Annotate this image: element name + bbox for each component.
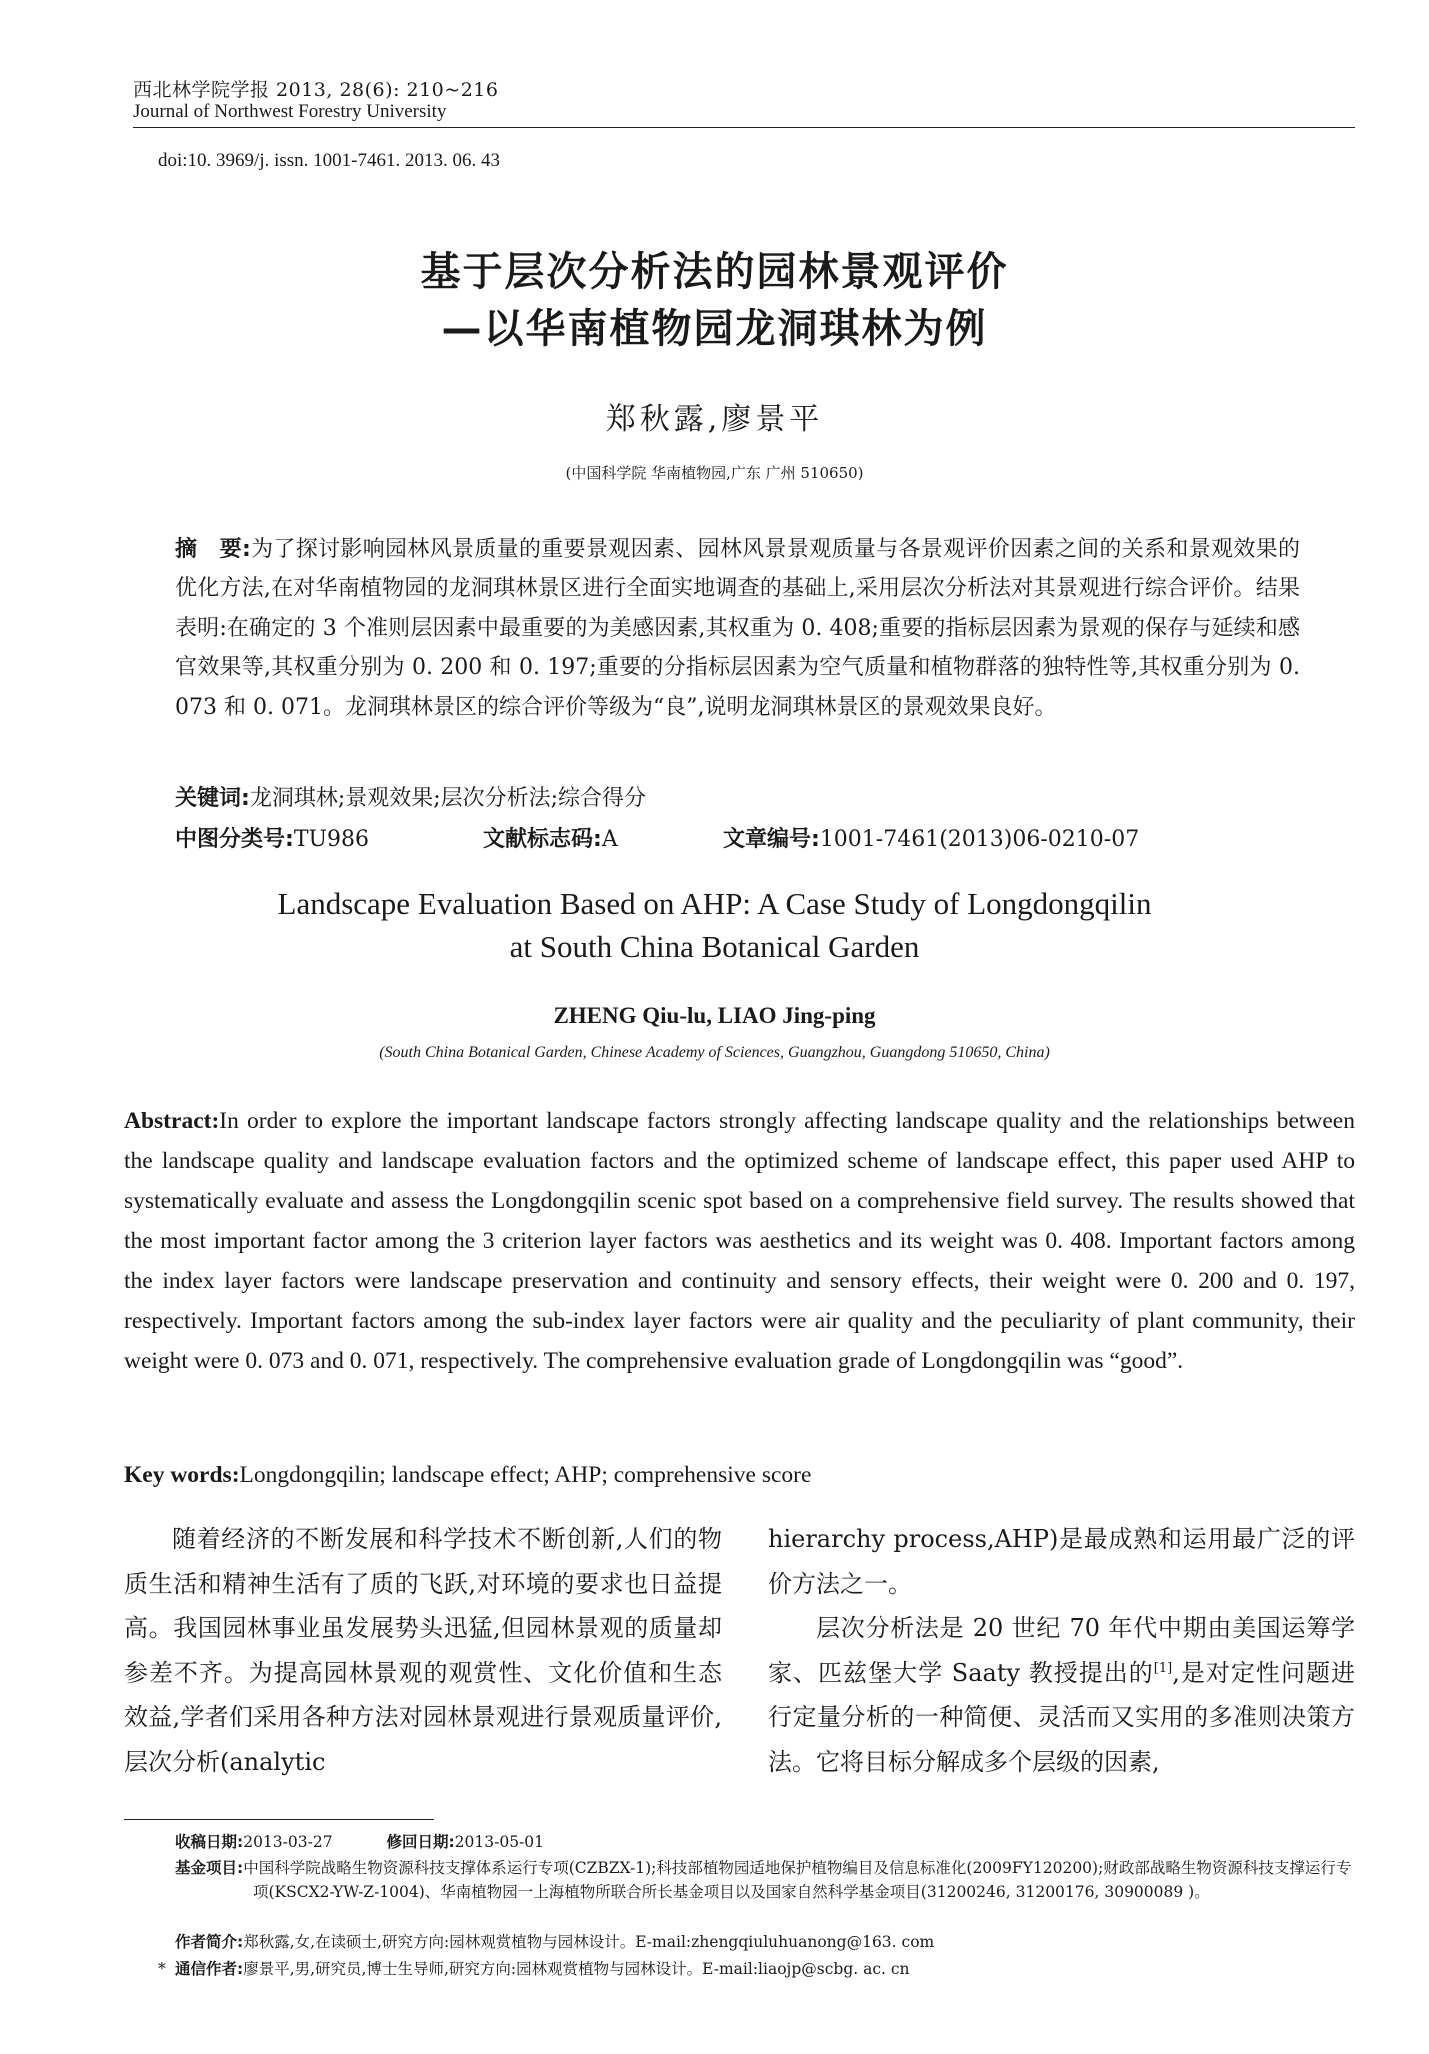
journal-name-en: Journal of Northwest Forestry University <box>133 101 447 122</box>
footnote-divider <box>124 1819 434 1820</box>
citation-ref[interactable]: [1] <box>1153 1660 1173 1676</box>
document-code <box>483 822 723 853</box>
paper-title-cn-line1: 基于层次分析法的园林景观评价 <box>420 249 1009 295</box>
doc-code-label: 文献标志码: <box>483 827 602 852</box>
affiliation-cn: (中国科学院 华南植物园,广东 广州 510650) <box>565 464 864 482</box>
body-paragraph: 随着经济的不断发展和科学技术不断创新,人们的物质生活和精神生活有了质的飞跃,对环境的要求也日益提高。我国园林事业虽发展势头迅猛,但园林景观的质量却参差不齐。为提高园林景观的观赏性、文化价值和生态效益,学者们采用各种方法对园林景观进行景观质量评价,层次分析(analytic <box>124 1525 722 1776</box>
paper-title-cn-line2: —以华南植物园龙洞琪林为例 <box>441 306 988 352</box>
body-column-left <box>124 1517 722 1784</box>
header-divider <box>133 127 1355 128</box>
abstract-cn <box>175 530 1300 727</box>
body-column-right <box>768 1517 1355 1784</box>
doi: doi:10. 3969/j. issn. 1001-7461. 2013. 06. 43 <box>158 150 501 171</box>
fund-label: 基金项目: <box>175 1859 244 1877</box>
journal-citation-cn: 西北林学院学报 2013, 28(6): 210~216 <box>133 79 499 101</box>
doc-code-value: A <box>601 827 618 852</box>
paper-title-en-line2: at South China Botanical Garden <box>509 929 920 964</box>
footnote-dates <box>175 1830 1360 1854</box>
abstract-en <box>124 1101 1355 1381</box>
body-text: 层次分析法是 20 世纪 70 年代中期由美国运筹学家、匹兹堡大学 Saaty 教授提出的 <box>768 1614 1355 1687</box>
article-number <box>723 822 1139 853</box>
authors-cn: 郑秋露,廖景平 <box>605 402 824 437</box>
corresponding-star: * <box>158 1960 166 1978</box>
authors-en: ZHENG Qiu-lu, LIAO Jing-ping <box>553 1003 876 1028</box>
fund-text: 中国科学院战略生物资源科技支撑体系运行专项(CZBZX-1);科技部植物园适地保护植物编目及信息标准化(2009FY120200);财政部战略生物资源科技支撑运行专项(KSCX2-YW-Z-1004)、华南植物园一上海植物所联合所长基金项目以及国家自然科学基金项目(31200246, 31200176, 30900089 )。 <box>243 1859 1352 1901</box>
author-bio-text: 郑秋露,女,在读硕士,研究方向:园林观赏植物与园林设计。E-mail:zhengqiuluhuanong@163. com <box>243 1933 935 1951</box>
corresponding-label: 通信作者: <box>175 1960 244 1978</box>
classification-line <box>175 822 1300 853</box>
received-date: 2013-03-27 <box>243 1833 333 1851</box>
clc-label: 中图分类号: <box>175 827 294 852</box>
clc-number <box>175 822 483 853</box>
body-paragraph <box>768 1606 1355 1784</box>
revised-label: 修回日期: <box>386 1833 455 1851</box>
received-label: 收稿日期: <box>175 1833 244 1851</box>
abstract-en-text: In order to explore the important landscape factors strongly affecting landscape quality and the relationships between the landscape quality and landscape evaluation factors and the optimized scheme of landscape effect, this paper used AHP to systematically evaluate and assess the Longdongqilin scenic spot based on a comprehensive field survey. The results showed that the most important factor among the 3 criterion layer factors was aesthetics and its weight was 0. 408. Important factors among the index layer factors were landscape preservation and continuity and sensory effects, their weight were 0. 200 and 0. 197, respectively. Important factors among the sub-index layer factors were air quality and the peculiarity of plant community, their weight were 0. 073 and 0. 071, respectively. The comprehensive evaluation grade of Longdongqilin was “good”. <box>124 1108 1355 1374</box>
article-no-label: 文章编号: <box>723 827 820 852</box>
footnote-corresponding <box>158 1957 1360 1981</box>
article-no-value: 1001-7461(2013)06-0210-07 <box>819 827 1140 852</box>
body-paragraph: hierarchy process,AHP)是最成熟和运用最广泛的评价方法之一。 <box>768 1525 1355 1598</box>
footnote-funding <box>175 1856 1360 1904</box>
affiliation-en: (South China Botanical Garden, Chinese Academy of Sciences, Guangzhou, Guangdong 510650, China) <box>379 1044 1050 1061</box>
abstract-cn-text: 为了探讨影响园林风景质量的重要景观因素、园林风景景观质量与各景观评价因素之间的关系和景观效果的优化方法,在对华南植物园的龙洞琪林景区进行全面实地调查的基础上,采用层次分析法对其景观进行综合评价。结果表明:在确定的 3 个准则层因素中最重要的为美感因素,其权重为 0. 408;重要的指标层因素为景观的保存与延续和感官效果等,其权重分别为 0. 200 和 0. 197;重要的分指标层因素为空气质量和植物群落的独特性等,其权重分别为 0. 073 和 0. 071。龙洞琪林景区的综合评价等级为“良”,说明龙洞琪林景区的景观效果良好。 <box>175 537 1300 720</box>
footnote-author <box>175 1930 1360 1954</box>
corresponding-text: 廖景平,男,研究员,博士生导师,研究方向:园林观赏植物与园林设计。E-mail:liaojp@scbg. ac. cn <box>243 1960 910 1978</box>
keywords-cn <box>175 781 646 812</box>
keywords-en <box>124 1462 811 1489</box>
revised-date: 2013-05-01 <box>454 1833 545 1851</box>
body-text: ,是对定性问题进行定量分析的一种简便、灵活而又实用的多准则决策方法。它将目标分解成多个层级的因素, <box>768 1658 1355 1776</box>
clc-value: TU986 <box>293 827 370 852</box>
keywords-cn-text: 龙洞琪林;景观效果;层次分析法;综合得分 <box>249 786 647 811</box>
keywords-en-text: Longdongqilin; landscape effect; AHP; comprehensive score <box>239 1462 812 1488</box>
keywords-cn-label: 关键词: <box>175 786 250 811</box>
abstract-en-label: Abstract: <box>124 1108 220 1134</box>
author-bio-label: 作者简介: <box>175 1933 244 1951</box>
abstract-cn-label: 摘 要: <box>175 537 251 562</box>
paper-title-en-line1: Landscape Evaluation Based on AHP: A Case Study of Longdongqilin <box>277 886 1152 921</box>
keywords-en-label: Key words: <box>124 1462 240 1488</box>
